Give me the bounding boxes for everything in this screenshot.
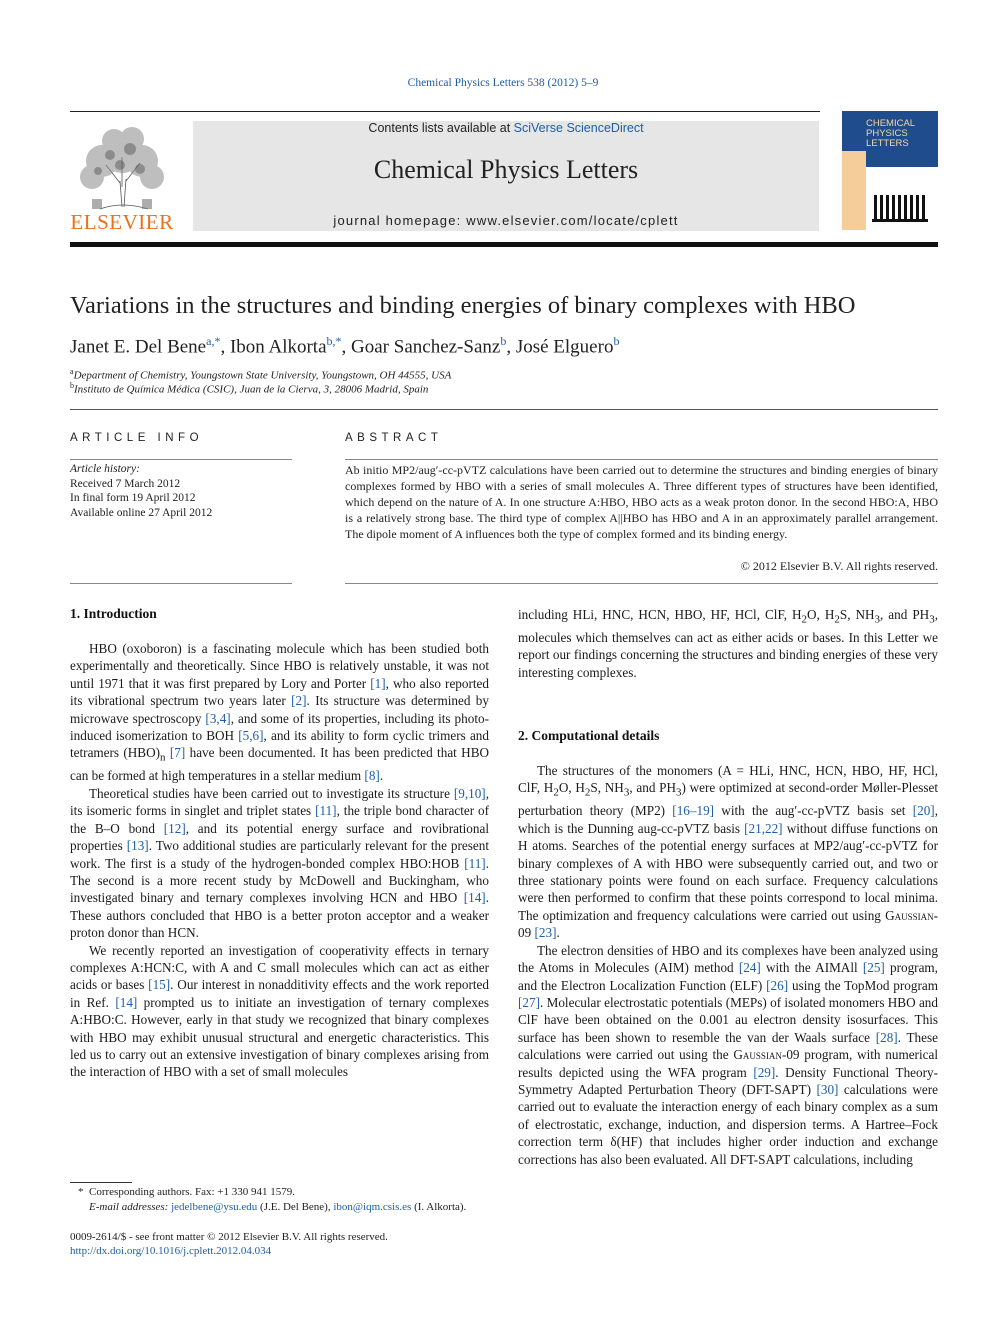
received-date: Received 7 March 2012 [70,477,181,490]
cover-barcode-graphic [866,167,938,230]
abstract-heading: ABSTRACT [345,432,443,444]
front-matter [70,1230,388,1258]
cover-panel [866,167,938,230]
email-link[interactable]: ibon@iqm.csis.es [333,1201,412,1213]
citation-link[interactable]: [7] [169,745,186,761]
citation-link[interactable]: [9,10] [453,785,486,801]
citation-link[interactable]: [15] [148,977,171,993]
citation-link[interactable]: [26] [766,977,789,993]
body-right-column [518,762,938,1168]
citation-link[interactable]: [25] [862,960,885,976]
citation-link[interactable]: [5,6] [238,728,264,744]
cover-title-line: PHYSICS [866,128,908,139]
citation-link[interactable]: [13] [126,838,149,854]
corresponding-author-note [70,1185,490,1200]
body-paragraph: The electron densities of HBO and its complexes have been analyzed using the Atoms in Molecules (AIM) method [24] with the AIMAll [25] program, and the Electron Localization Function (ELF) [26] using the TopMod program [27]. Molecular electrostatic potentials (MEPs) of isolated monomers HBO and ClF have been obtained on the 0.001 au electron density isosurfaces. This surface has been shown to resemble the van der Waals surface [28]. These calculations were carried out using the Gaussian-09 program, with numerical results depicted using the WFA program [29]. Density Functional Theory-Symmetry Adapted Perturbation Theory (DFT-SAPT) [30] calculations were carried out to evaluate the interaction energy of each binary complex as a sum of electrostatic, exchange, induction, and dispersion terms. A Hartree–Fock correction term δ(HF) that includes higher order induction and exchange corrections has also been evaluated. All DFT-SAPT calculations, including [518,942,938,1167]
issn-line: 0009-2614/$ - see front matter © 2012 Elsevier B.V. All rights reserved. [70,1231,388,1243]
header-rule [70,111,820,112]
affiliation-text: Department of Chemistry, Youngstown State University, Youngstown, OH 44555, USA [73,369,452,382]
author-affiliation-mark[interactable]: b,* [326,334,342,348]
journal-homepage[interactable]: journal homepage: www.elsevier.com/locate/cplett [333,213,679,228]
cover-title-line: LETTERS [866,138,909,149]
citation-link[interactable]: [29] [753,1064,776,1080]
article-history [70,462,292,520]
email-owner: (J.E. Del Bene), [260,1201,331,1213]
body-paragraph: Theoretical studies have been carried out to investigate its structure [9,10], its isomeric forms in singlet and triplet states [11], the triple bond character of the B–O bond [12], and its potential energy surface and rovibrational properties [13]. Two additional studies are particularly relevant for the present work. The first is a study of the hydrogen-bonded complex HBO:HOB [11]. The second is a more recent study by McDowell and Buckingham, who investigated binary and ternary complexes involving HCN and HBO [14]. These authors concluded that HBO is a better proton acceptor and a weaker proton donor than HCN. [70,785,489,941]
citation-link[interactable]: [20] [912,803,935,819]
history-label: Article history: [70,463,140,475]
abstract-rule [345,459,938,460]
computational-details-heading: 2. Computational details [518,728,660,743]
affiliation-mark: a [70,367,74,376]
cover-title-line: CHEMICAL [866,118,916,129]
citation-link[interactable]: [16–19] [672,803,715,819]
abstract-bottom-rule [345,583,938,584]
elsevier-wordmark: ELSEVIER [70,210,174,234]
author-name: Ibon Alkorta [229,336,327,358]
footnote-rule [70,1182,132,1183]
contents-availability [193,121,819,135]
abstract-text: Ab initio MP2/aug′-cc-pVTZ calculations have been carried out to determine the structures and binding energies of binary complexes formed by HBO with a series of small molecules A. Three different types of structures have been identified, which depend on the nature of A. In one structure A:HBO, HBO acts as a weak proton donor. In the second HBO:A, HBO is a relatively strong base. The third type of complex A||HBO has HBO and A in an approximately parallel arrangement. The dipole moment of A influences both the type of complex formed and its binding energy. [345,463,938,541]
citation-link[interactable]: [21,22] [744,820,783,836]
citation-link[interactable]: [30] [816,1081,839,1097]
affiliation-text: Instituto de Química Médica (CSIC), Juan de la Cierva, 3, 28006 Madrid, Spain [74,383,429,396]
email-link[interactable]: jedelbene@ysu.edu [171,1201,258,1213]
citation-link[interactable]: [11] [464,855,486,871]
revised-date: In final form 19 April 2012 [70,492,196,504]
citation-link[interactable]: [8] [364,768,380,784]
doi-link[interactable]: http://dx.doi.org/10.1016/j.cplett.2012.04.034 [70,1245,272,1257]
body-paragraph: The structures of the monomers (A = HLi, HNC, HCN, HBO, HF, HCl, ClF, $H_2O$, $H_2S$, $NH_3$, and $PH_3$) were optimized at second-order Møller-Plesset perturbation theory (MP2) [16–19] with the aug′-cc-pVTZ basis set [20], which is the Dunning aug-cc-pVTZ basis [21,22] without diffuse functions on H atoms. Searches of the potential energy surfaces at MP2/aug′-cc-pVTZ for binary complexes of A with HBO were subsequently carried out, and two or three stationary points were found on each surface. Frequency calculations were then performed to confirm that these points correspond to local minima. The optimization and frequency calculations were carried out using Gaussian-09 [23]. [518,763,938,941]
citation-link[interactable]: [12] [163,820,186,836]
author-name: José Elguero [515,336,614,358]
contents-prefix: Contents lists available at [368,121,514,135]
citation-link[interactable]: [11] [315,803,337,819]
author-name: Janet E. Del Bene [70,336,207,358]
cover-title [866,119,915,149]
citation-link[interactable]: [14] [463,890,486,906]
citation-link[interactable]: [1] [370,675,386,691]
citation-link[interactable]: [2] [291,693,307,709]
author-affiliation-mark[interactable]: a,* [206,334,221,348]
citation-link[interactable]: [28] [875,1029,898,1045]
citation-link[interactable]: [3,4] [205,710,231,726]
article-info-heading: ARTICLE INFO [70,432,204,444]
author-list: Janet E. Del Bene$^{a,*}$, Ibon Alkorta$^{b,*}$, Goar Sanchez-Sanz$^b$, José Elguero$^b$ [70,334,620,358]
body-paragraph: HBO (oxoboron) is a fascinating molecule which has been studied both experimentally and theoretically. Since HBO is relatively unstable, it was not until 1971 that it was first prepared by Lory and Porter [1], who also reported its vibrational spectrum two years later [2]. Its structure was determined by microwave spectroscopy [3,4], and some of its properties, including its photo-induced isomerization to BOH [5,6], and its ability to form cyclic trimers and tetramers $(HBO)_n$ [7] have been documented. It has been predicted that HBO can be formed at high temperatures in a stellar medium [8]. [70,641,490,784]
header-thick-rule [70,242,938,247]
introduction-heading: 1. Introduction [70,606,157,621]
citation-link[interactable]: [24] [738,960,761,976]
article-info-bottom-rule [70,583,292,584]
affiliation [70,381,428,396]
author-name: Goar Sanchez-Sanz [351,336,501,358]
citation-link[interactable]: [27] [518,994,540,1010]
email-owner: (I. Alkorta). [414,1201,467,1213]
journal-cover-image[interactable] [842,111,938,230]
body-paragraph: We recently reported an investigation of cooperativity effects in ternary complexes A:HCN:C, with A and C small molecules which can act as either acids or bases [15]. Our interest in nonadditivity effects and the work reported in Ref. [14] prompted us to initiate an investigation of ternary complexes A:HBO:C. However, early in that study we recognized that binary complexes with HBO may exhibit unusual structural and energetic characteristics. This led us to carry out an extensive investigation of binary complexes arising from the interaction of HBO with a set of small molecules [70,942,489,1080]
body-right-column-top [518,606,938,681]
email-label: E-mail addresses: [89,1201,169,1213]
sciencedirect-link[interactable]: SciVerse ScienceDirect [513,121,644,135]
abstract-copyright: © 2012 Elsevier B.V. All rights reserved. [740,559,938,573]
section-divider [70,409,938,410]
author-affiliation-mark[interactable]: b [613,334,620,348]
journal-title: Chemical Physics Letters [373,155,639,184]
online-date: Available online 27 April 2012 [70,506,213,519]
article-info-rule [70,459,292,460]
body-paragraph: including HLi, HNC, HCN, HBO, HF, HCl, ClF, $H_2O$, $H_2S$, $NH_3$, and $PH_3$, molecules which themselves can act as either acids or bases. In this Letter we report our findings concerning the structures and binding energies of these very interesting complexes. [518,607,938,680]
citation-link[interactable]: [14] [115,994,138,1010]
affiliation [70,367,451,382]
article-title: Variations in the structures and binding energies of binary complexes with HBO [70,292,856,319]
journal-reference[interactable]: Chemical Physics Letters 538 (2012) 5–9 [407,77,599,89]
footnotes [70,1185,490,1215]
citation-link[interactable]: [23] [534,925,557,941]
author-affiliation-mark[interactable]: b [500,334,507,348]
body-left-column [70,640,489,1081]
affiliation-mark: b [70,381,74,390]
footnote-asterisk: * [78,1186,89,1198]
email-note [70,1200,490,1215]
cover-accent [842,151,866,230]
corresponding-text: Corresponding authors. Fax: +1 330 941 1579. [89,1186,296,1198]
